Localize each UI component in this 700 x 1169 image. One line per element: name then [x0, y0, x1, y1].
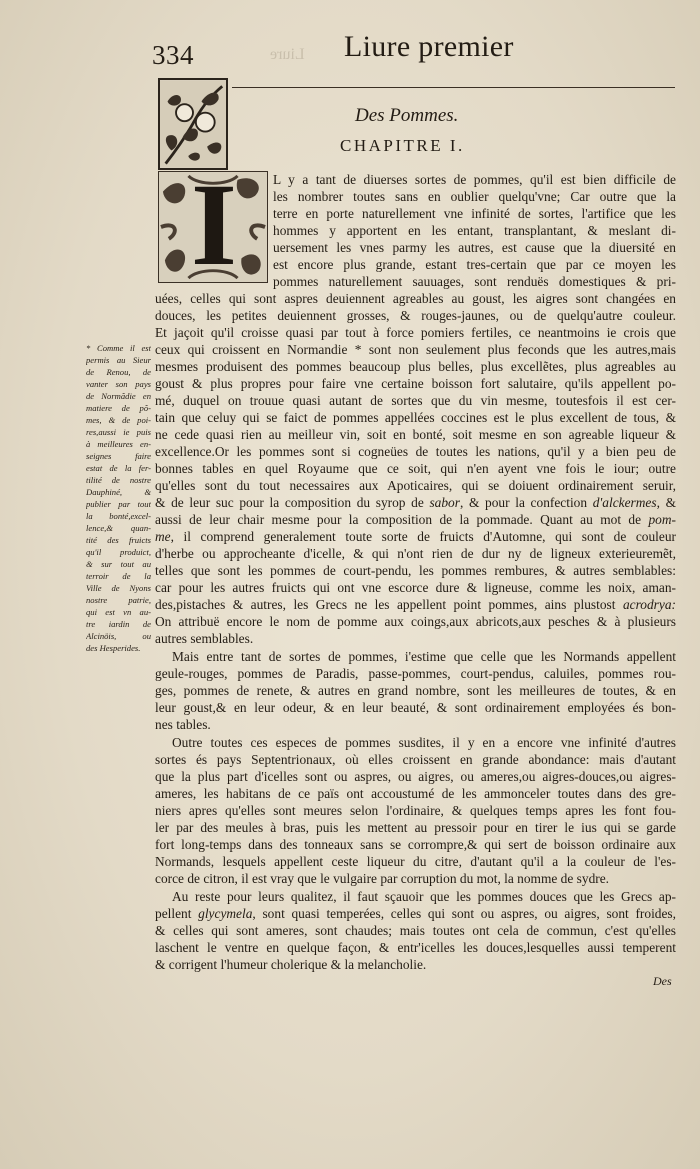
margin-note-line: Alcinöis, ou [86, 631, 151, 641]
margin-note-line: vanter son pays [86, 379, 151, 389]
margin-note-line: de Normãdie en [86, 391, 151, 401]
margin-note-line: * Comme il est [86, 343, 151, 353]
body-line: est encore plus grande, estant tres-certain que par ce moyen les [273, 257, 676, 272]
body-line: car pour les autres fruicts qui ont vne escorce dure & ligneuse, comme les noix, aman- [155, 580, 676, 595]
body-line: des,pistaches & autres, les Grecs ne les appellent point pommes, ains plustost acrodrya: [155, 597, 676, 612]
body-line: L y a tant de diuerses sortes de pommes, qu'il est bien difficile de [273, 172, 676, 187]
margin-note-line: tité des fruicts [86, 535, 151, 545]
body-line: douces, les petites deuiennent grosses, & rouges-jaunes, ou de quelqu'autre couleur. [155, 308, 676, 323]
body-line: fort long-temps dans des tonneaux sans se corrompre,& qui sert de boisson ordinaire aux [155, 837, 676, 852]
margin-note-line: qu'il produict, [86, 547, 151, 557]
body-line: Mais entre tant de sortes de pommes, i'estime que celle que les Normands appellent [172, 649, 676, 664]
body-line: excellence.Or les pommes sont si cogneües de toutes les nations, qu'il y a bien peu de [155, 444, 676, 459]
body-line: Et jaçoit qu'il croisse quasi par tout à force pomiers fertiles, ce neantmoins ie crois que [155, 325, 676, 340]
body-line: ameres, les habitans de ce païs ont accoustumé de les ammonceler toutes dans des gre- [155, 786, 676, 801]
body-line: ne cede quasi rien au meilleur vin, soit en bonté, soit mesme en son agreable liqueur & [155, 427, 676, 442]
catchword: Des [653, 974, 672, 988]
body-line: Normands, lesquels appellent ceste liqueur du citre, d'autant qu'il a la couleur de l'es- [155, 854, 676, 869]
body-line: bonnes tables en quel Royaume que ce soit, qui n'en ayent vne fois le iour; outre [155, 461, 676, 476]
fruit-branch-ornament-icon [158, 78, 228, 170]
margin-note-line: permis au Sieur [86, 355, 151, 365]
margin-note-line: mes, & de poi- [86, 415, 151, 425]
body-line: mé, duquel on trouue quasi autant de sortes que du vin mesme, toutesfois il est cer- [155, 393, 676, 408]
header-rule [232, 87, 675, 88]
margin-note-line: lence,& quan- [86, 523, 151, 533]
body-line: laschent le ventre en quelque façon, & entr'icelles les douces,lesquelles aussi temperent [155, 940, 676, 955]
body-line: les nombrer toutes sans en oublier quelqu'vne; Car outre que la [273, 189, 676, 204]
drop-cap [158, 171, 268, 283]
body-line: telles que sont les pommes de court-pendu, les pommes rembures, & autres semblables: [155, 563, 676, 578]
body-line: ges, pommes de renete, & autres en grand nombre, sont les meilleures de toutes, & en [155, 683, 676, 698]
body-line: ceux qui croissent en Normandie * sont non seulement plus feconds que les autres,mais [155, 342, 676, 357]
margin-note-line: qui est vn au- [86, 607, 151, 617]
margin-note-line: & sur tout au [86, 559, 151, 569]
body-line: tain que celuy qui se faict de pommes appellées coccines est le plus excellent de tous, & [155, 410, 676, 425]
body-line: me, il comprend generalement toute sorte de fruicts d'Automne, qui sont de couleur [155, 529, 676, 544]
body-line: pommes naturellement sauuages, sont renduës domestiques & pri- [273, 274, 676, 289]
margin-note-line: des Hesperides. [86, 643, 141, 653]
body-line: ler par des meules à bras, puis les mettent au pressoir pour en tirer le ius qui se garde [155, 820, 676, 835]
body-line: mesmes produisent des pommes beaucoup plus belles, plus excellẽtes, plus agreables au [155, 359, 676, 374]
running-head: Liure premier [344, 30, 514, 63]
body-line: corce de citron, il est vray que le vulgaire par corruption du mot, la nomme de sydre. [155, 871, 610, 886]
body-line: qu'elles sont du tout necessaires aux Apoticaires, qui se doiuent ordinairement seruir, [155, 478, 676, 493]
margin-note-line: nostre patrie, [86, 595, 151, 605]
body-line: Outre toutes ces especes de pommes susdites, il y en a encore vne infinité d'autres [172, 735, 676, 750]
margin-note-line: terroir de la [86, 571, 151, 581]
body-line: leur goust,& en leur odeur, & en leur beauté, & sont ordinairement employées és bon- [155, 700, 676, 715]
body-line: terre en porte naturellement vne infinité de sortes, l'artifice que les [273, 206, 676, 221]
margin-note-line: la bonté,excel- [86, 511, 151, 521]
body-line: uersement les vnes parmy les autres, est cause que la diuersité en [273, 240, 676, 255]
margin-note-line: à meilleures en- [86, 439, 151, 449]
body-line: Au reste pour leurs qualitez, il faut sçauoir que les pommes douces que les Grecs ap- [172, 889, 676, 904]
body-line: nes tables. [155, 717, 211, 732]
margin-note-line: res,aussi ie puis [86, 427, 151, 437]
margin-note-line: matiere de põ- [86, 403, 151, 413]
body-line: uées, celles qui sont aspres deuiennent agreables au goust, les aigres sont changées en [155, 291, 676, 306]
body-line: & corrigent l'humeur cholerique & la melancholie. [155, 957, 427, 972]
body-line: & celles qui sont ameres, sont chaudes; mais toutes ont cela de commun, c'est qu'elles [155, 923, 676, 938]
margin-note-line: estat de la fer- [86, 463, 151, 473]
body-line: geule-rouges, pommes de Paradis, passe-pommes, court-pendus, caluiles, pommes rou- [155, 666, 676, 681]
margin-note-line: de Renou, de [86, 367, 151, 377]
body-line: & de leur suc pour la composition du syrop de sabor, & pour la confection d'alckermes, & [155, 495, 676, 510]
margin-note-line: publier par tout [86, 499, 151, 509]
show-through-text: Liure [270, 46, 305, 63]
page-number: 334 [152, 40, 194, 70]
body-line: niers apres qu'elles sont meures selon l'ordinaire, & quelques temps apres les font fou- [155, 803, 676, 818]
margin-note-line: seignes faire [86, 451, 151, 461]
margin-note-line: Dauphiné, & [86, 487, 151, 497]
margin-note-line: tilité de nostre [86, 475, 151, 485]
section-title: Des Pommes. [355, 105, 459, 126]
body-line: sortes és pays Septentrionaux, où elles croissent en grande abondance: mais d'autant [155, 752, 676, 767]
body-line: goust & plus propres pour faire vne certaine boisson fort salutaire, qu'ils appellent po- [155, 376, 676, 391]
body-line: On attribuë encore le nom de pomme aux coings,aux abricots,aux pesches & à plusieurs [155, 614, 676, 629]
body-line: pellent glycymela, sont quasi temperées, celles qui sont ou aspres, ou aigres, sont froides, [155, 906, 676, 921]
margin-note-line: Ville de Nyons [86, 583, 151, 593]
body-line: que la plus part d'icelles sont ou aspres, ou aigres, ou ameres,ou aigres-douces,ou aigres- [155, 769, 676, 784]
chapter-title: CHAPITRE I. [340, 136, 465, 155]
body-line: d'herbe ou approcheante d'icelle, & qui n'ont rien de dur ny de ligneux exterieuremẽt, [155, 546, 676, 561]
drop-cap-letter: I [191, 171, 237, 283]
body-line: aussi de leur chair mesme pour la composition de la pommade. Quant au mot de pom- [155, 512, 676, 527]
body-line: autres semblables. [155, 631, 254, 646]
body-line: hommes y apportent en les entant, transplantant, & meslant di- [273, 223, 676, 238]
margin-note-line: tre iardin de [86, 619, 151, 629]
